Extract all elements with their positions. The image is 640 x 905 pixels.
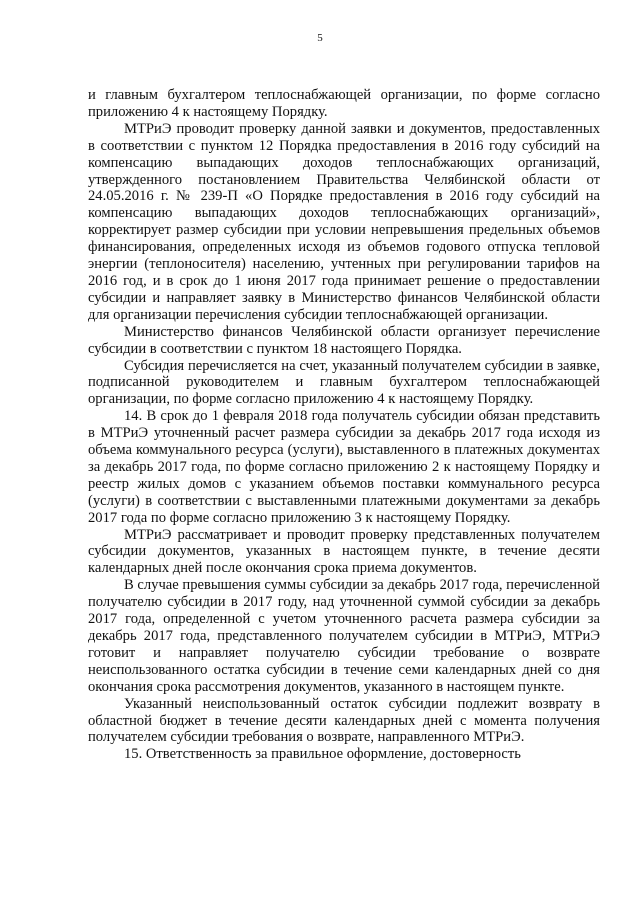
paragraph-minfin-transfer: Министерство финансов Челябинской области организует перечисление субсидии в соответствии с пунктом 18 настоящего Порядка. [88, 323, 600, 357]
paragraph-item-14: 14. В срок до 1 февраля 2018 года получатель субсидии обязан представить в МТРиЭ уточненный расчет размера субсидии за декабрь 2017 года исходя из объема коммунального ресурса (услуги), выставленного в платежных документах за декабрь 2017 года, по форме согласно приложению 2 к настоящему Порядку и реестр жилых домов с указанием объемов поставки коммунального ресурса (услуги) в соответствии с выставленными платежными документами за декабрь 2017 года по форме согласно приложению 3 к настоящему Порядку. [88, 408, 600, 526]
page-number: 5 [317, 32, 323, 44]
paragraph-return-budget: Указанный неиспользованный остаток субсидии подлежит возврату в областной бюджет в течение десяти календарных дней с момента получения получателем субсидии требования о возврате, направленного МТРиЭ. [88, 695, 600, 746]
paragraph-continuation: и главным бухгалтером теплоснабжающей организации, по форме согласно приложению 4 к настоящему Порядку. [88, 87, 600, 120]
document-body [88, 87, 600, 763]
paragraph-mtrie-review: МТРиЭ рассматривает и проводит проверку представленных получателем субсидии документов, указанных в настоящем пункте, в течение десяти календарных дней после окончания срока приема документов. [88, 526, 600, 577]
paragraph-mtrie-check: МТРиЭ проводит проверку данной заявки и документов, предоставленных в соответствии с пунктом 12 Порядка предоставления в 2016 году субсидий на компенсацию выпадающих доходов теплоснабжающих организаций, утвержденного постановлением Правительства Челябинской области от 24.05.2016 г. № 239-П «О Порядке предоставления в 2016 году субсидий на компенсацию выпадающих доходов теплоснабжающих организаций», корректирует размер субсидии при условии непревышения предельных объемов финансирования, определенных исходя из объемов годового отпуска тепловой энергии (теплоносителя) населению, учтенных при регулировании тарифов на 2016 год, и в срок до 1 июня 2017 года принимает решение о предоставлении субсидии и направляет заявку в Министерство финансов Челябинской области для организации перечисления субсидии теплоснабжающей организации. [88, 120, 600, 323]
paragraph-subsidy-account: Субсидия перечисляется на счет, указанный получателем субсидии в заявке, подписанной руководителем и главным бухгалтером теплоснабжающей организации, по форме согласно приложению 4 к настоящему Порядку. [88, 357, 600, 408]
paragraph-excess-case: В случае превышения суммы субсидии за декабрь 2017 года, перечисленной получателю субсидии в 2017 году, над уточненной суммой субсидии за декабрь 2017 года, определенной с учетом уточненного расчета размера субсидии за декабрь 2017 года, представленного получателем субсидии в МТРиЭ, МТРиЭ готовит и направляет получателю субсидии требование о возврате неиспользованного остатка субсидии в течение семи календарных дней со дня окончания срока рассмотрения документов, указанного в настоящем пункте. [88, 577, 600, 695]
paragraph-item-15: 15. Ответственность за правильное оформление, достоверность [124, 746, 521, 763]
